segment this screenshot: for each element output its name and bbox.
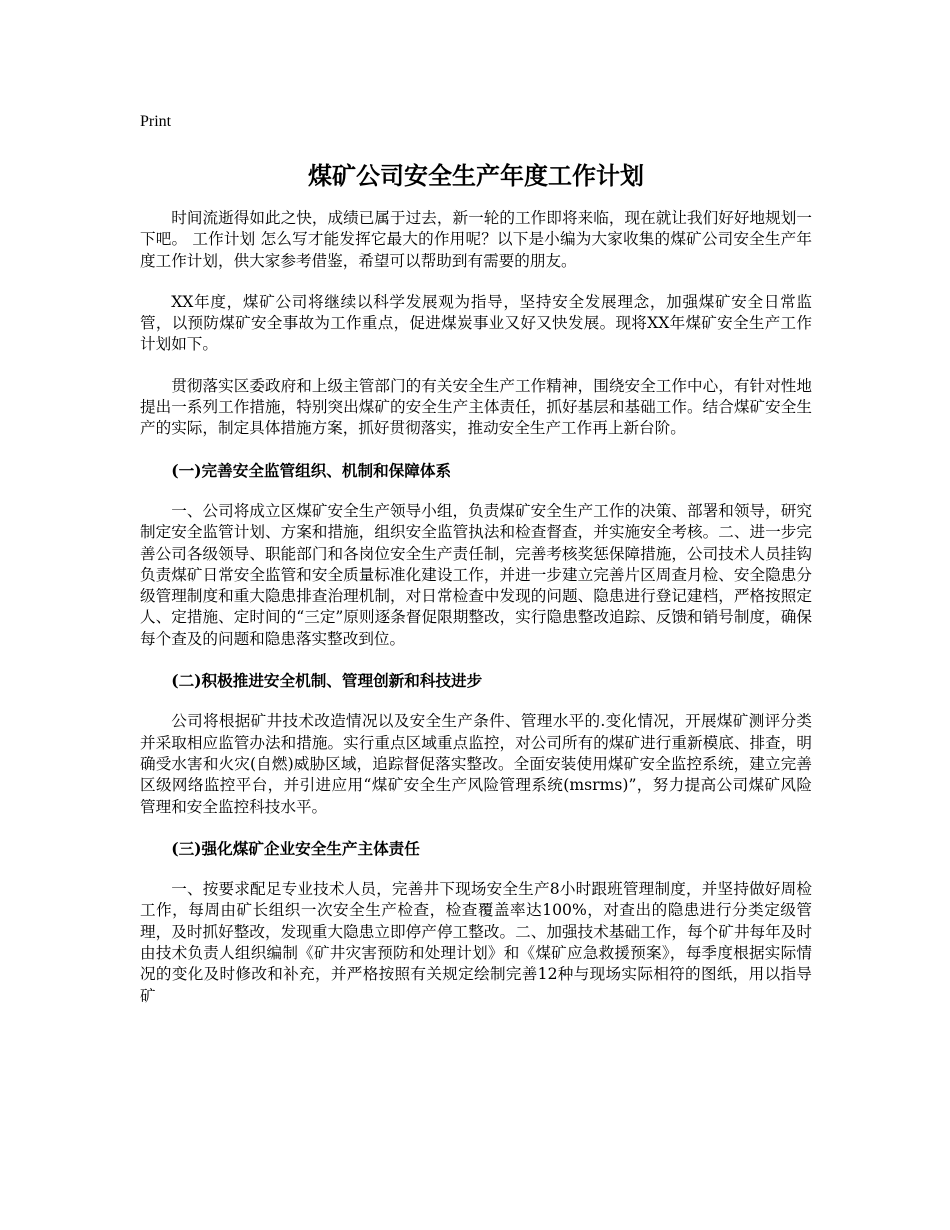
document-page <box>140 112 812 1027</box>
section-heading: (三)强化煤矿企业安全生产主体责任 <box>171 838 420 858</box>
overview-paragraph: XX年度，煤矿公司将继续以科学发展观为指导，坚持安全发展理念，加强煤矿安全日常监管，以预防煤矿安全事故为工作重点，促进煤炭事业又好又快发展。现将XX年煤矿安全生产工作计划如下。 <box>140 292 812 354</box>
section-heading: (二)积极推进安全机制、管理创新和科技进步 <box>171 671 483 691</box>
section-body: 一、按要求配足专业技术人员，完善井下现场安全生产8小时跟班管理制度，并坚持做好周检工作，每周由矿长组织一次安全生产检查，检查覆盖率达100%，对查出的隐患进行分类定级管理，及时抓好整改，发现重大隐患立即停产停工整改。二、加强技术基础工作，每个矿井每年及时由技术负责人组织编制《矿井灾害预防和处理计划》和《煤矿应急救援预案》，每季度根据实际情况的变化及时修改和补充，并严格按照有关规定绘制完善12种与现场实际相符的图纸，用以指导矿 <box>140 880 812 1005</box>
intro-paragraph: 时间流逝得如此之快，成绩已属于过去，新一轮的工作即将来临，现在就让我们好好地规划一下吧。 工作计划 怎么写才能发挥它最大的作用呢？以下是小编为大家收集的煤矿公司安全生产年度工作计划，供大家参考借鉴，希望可以帮助到有需要的朋友。 <box>140 209 812 270</box>
section-body: 公司将根据矿井技术改造情况以及安全生产条件、管理水平的.变化情况，开展煤矿测评分类并采取相应监管办法和措施。实行重点区域重点监控，对公司所有的煤矿进行重新模底、排查，明确受水害和火灾(自燃)威胁区域，追踪督促落实整改。全面安装使用煤矿安全监控系统，建立完善区级网络监控平台，并引进应用“煤矿安全生产风险管理系统(msrms)”，努力提高公司煤矿风险管理和安全监控科技水平。 <box>140 712 812 816</box>
document-title: 煤矿公司安全生产年度工作计划 <box>308 161 644 190</box>
guideline-paragraph: 贯彻落实区委政府和上级主管部门的有关安全生产工作精神，围绕安全工作中心，有针对性地提出一系列工作措施，特别突出煤矿的安全生产主体责任，抓好基层和基础工作。结合煤矿安全生产的实际，制定具体措施方案，抓好贯彻落实，推动安全生产工作再上新台阶。 <box>140 376 812 438</box>
print-label: Print <box>140 113 172 130</box>
section-body: 一、公司将成立区煤矿安全生产领导小组，负责煤矿安全生产工作的决策、部署和领导，研究制定安全监管计划、方案和措施，组织安全监管执法和检查督查，并实施安全考核。二、进一步完善公司各级领导、职能部门和各岗位安全生产责任制，完善考核奖惩保障措施，公司技术人员挂钩负责煤矿日常安全监管和安全质量标准化建设工作，并进一步建立完善片区周查月检、安全隐患分级管理制度和重大隐患排查治理机制，对日常检查中发现的问题、隐患进行登记建档，严格按照定人、定措施、定时间的“三定”原则逐条督促限期整改，实行隐患整改追踪、反馈和销号制度，确保每个查及的问题和隐患落实整改到位。 <box>140 501 812 648</box>
section-heading: (一)完善安全监管组织、机制和保障体系 <box>171 460 452 480</box>
